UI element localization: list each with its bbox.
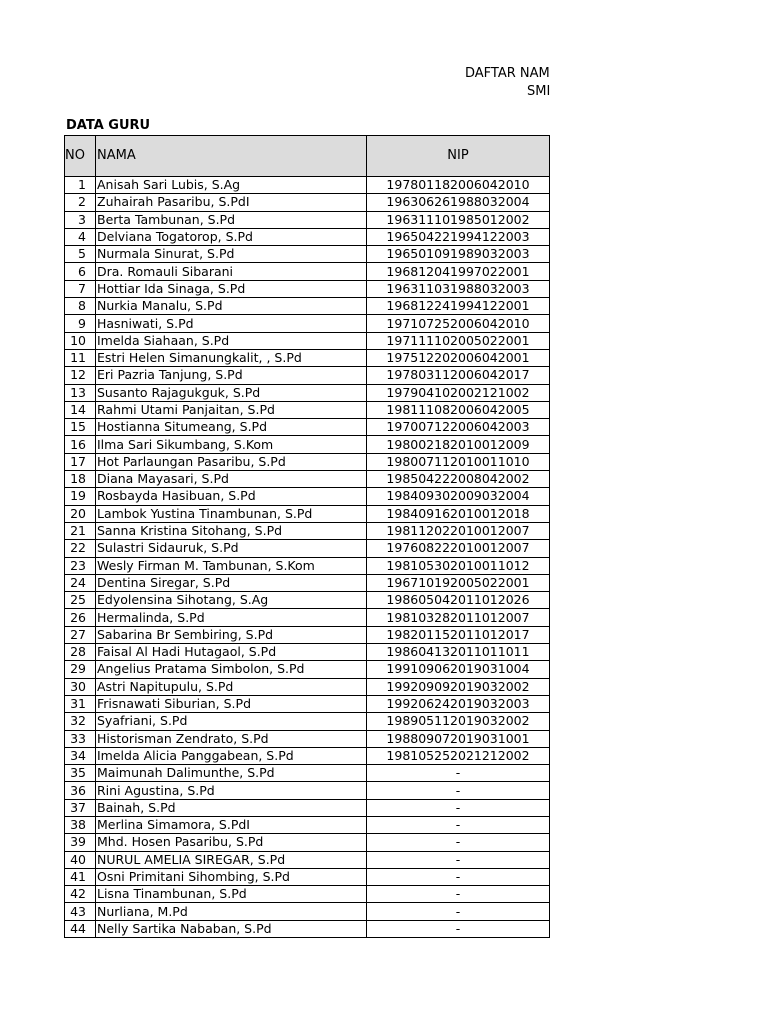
table-header-row <box>65 136 550 177</box>
teacher-nip: 197007122006042003 <box>367 419 550 436</box>
table-row <box>65 194 550 211</box>
row-number: 34 <box>65 747 96 764</box>
teacher-name: Merlina Simamora, S.PdI <box>96 816 367 833</box>
teacher-name: Syafriani, S.Pd <box>96 713 367 730</box>
table-row <box>65 263 550 280</box>
teacher-name: Nurkia Manalu, S.Pd <box>96 298 367 315</box>
table-row <box>65 228 550 245</box>
row-number: 26 <box>65 609 96 626</box>
table-row <box>65 851 550 868</box>
column-header-nama: NAMA <box>96 136 367 177</box>
table-row <box>65 332 550 349</box>
table-row <box>65 298 550 315</box>
row-number: 24 <box>65 574 96 591</box>
column-header-nip: NIP <box>367 136 550 177</box>
table-row <box>65 782 550 799</box>
page-crop-area <box>550 0 768 1024</box>
row-number: 3 <box>65 211 96 228</box>
table-row <box>65 661 550 678</box>
row-number: 12 <box>65 367 96 384</box>
teacher-table <box>64 135 550 938</box>
teacher-name: Frisnawati Siburian, S.Pd <box>96 695 367 712</box>
row-number: 29 <box>65 661 96 678</box>
teacher-name: Hostianna Situmeang, S.Pd <box>96 419 367 436</box>
teacher-name: Ilma Sari Sikumbang, S.Kom <box>96 436 367 453</box>
teacher-name: Hottiar Ida Sinaga, S.Pd <box>96 280 367 297</box>
row-number: 38 <box>65 816 96 833</box>
teacher-nip: 198409162010012018 <box>367 505 550 522</box>
table-row <box>65 471 550 488</box>
table-row <box>65 609 550 626</box>
table-row <box>65 765 550 782</box>
row-number: 44 <box>65 920 96 937</box>
row-number: 42 <box>65 886 96 903</box>
teacher-name: Hot Parlaungan Pasaribu, S.Pd <box>96 453 367 470</box>
row-number: 41 <box>65 868 96 885</box>
row-number: 20 <box>65 505 96 522</box>
teacher-name: Sulastri Sidauruk, S.Pd <box>96 540 367 557</box>
teacher-name: Dentina Siregar, S.Pd <box>96 574 367 591</box>
teacher-name: Dra. Romauli Sibarani <box>96 263 367 280</box>
document-title: DAFTAR NAM <box>465 66 550 81</box>
table-row <box>65 453 550 470</box>
table-row <box>65 349 550 366</box>
teacher-name: Hermalinda, S.Pd <box>96 609 367 626</box>
row-number: 7 <box>65 280 96 297</box>
teacher-name: Nurliana, M.Pd <box>96 903 367 920</box>
table-row <box>65 522 550 539</box>
teacher-nip: 198905112019032002 <box>367 713 550 730</box>
teacher-nip: 198201152011012017 <box>367 626 550 643</box>
teacher-nip: 196311031988032003 <box>367 280 550 297</box>
table-row <box>65 799 550 816</box>
table-row <box>65 816 550 833</box>
teacher-nip: 197111102005022001 <box>367 332 550 349</box>
teacher-nip: - <box>367 886 550 903</box>
table-row <box>65 747 550 764</box>
row-number: 19 <box>65 488 96 505</box>
row-number: 32 <box>65 713 96 730</box>
teacher-nip: 196812041997022001 <box>367 263 550 280</box>
teacher-nip: 197801182006042010 <box>367 177 550 194</box>
row-number: 16 <box>65 436 96 453</box>
teacher-name: Berta Tambunan, S.Pd <box>96 211 367 228</box>
teacher-name: Sabarina Br Sembiring, S.Pd <box>96 626 367 643</box>
teacher-name: Zuhairah Pasaribu, S.PdI <box>96 194 367 211</box>
row-number: 4 <box>65 228 96 245</box>
table-row <box>65 280 550 297</box>
teacher-nip: 196311101985012002 <box>367 211 550 228</box>
teacher-name: Estri Helen Simanungkalit, , S.Pd <box>96 349 367 366</box>
teacher-name: Historisman Zendrato, S.Pd <box>96 730 367 747</box>
teacher-name: Eri Pazria Tanjung, S.Pd <box>96 367 367 384</box>
teacher-nip: 197803112006042017 <box>367 367 550 384</box>
teacher-nip: 198409302009032004 <box>367 488 550 505</box>
row-number: 37 <box>65 799 96 816</box>
row-number: 9 <box>65 315 96 332</box>
teacher-nip: 197107252006042010 <box>367 315 550 332</box>
teacher-nip: - <box>367 782 550 799</box>
row-number: 13 <box>65 384 96 401</box>
row-number: 1 <box>65 177 96 194</box>
table-row <box>65 626 550 643</box>
table-row <box>65 367 550 384</box>
table-row <box>65 436 550 453</box>
column-header-no: NO <box>65 136 96 177</box>
teacher-name: Susanto Rajagukguk, S.Pd <box>96 384 367 401</box>
teacher-nip: 196710192005022001 <box>367 574 550 591</box>
teacher-nip: 198112022010012007 <box>367 522 550 539</box>
teacher-name: Maimunah Dalimunthe, S.Pd <box>96 765 367 782</box>
row-number: 5 <box>65 246 96 263</box>
teacher-name: Angelius Pratama Simbolon, S.Pd <box>96 661 367 678</box>
row-number: 2 <box>65 194 96 211</box>
table-row <box>65 177 550 194</box>
teacher-nip: 197608222010012007 <box>367 540 550 557</box>
row-number: 11 <box>65 349 96 366</box>
table-row <box>65 695 550 712</box>
table-row <box>65 592 550 609</box>
document-subtitle: SMI <box>527 84 551 99</box>
row-number: 30 <box>65 678 96 695</box>
teacher-nip: 196501091989032003 <box>367 246 550 263</box>
table-row <box>65 678 550 695</box>
table-row <box>65 211 550 228</box>
row-number: 36 <box>65 782 96 799</box>
teacher-nip: 198105252021212002 <box>367 747 550 764</box>
row-number: 21 <box>65 522 96 539</box>
teacher-nip: - <box>367 903 550 920</box>
table-row <box>65 868 550 885</box>
teacher-name: Diana Mayasari, S.Pd <box>96 471 367 488</box>
table-row <box>65 488 550 505</box>
teacher-nip: - <box>367 834 550 851</box>
teacher-nip: 199209092019032002 <box>367 678 550 695</box>
table-row <box>65 419 550 436</box>
teacher-name: Lisna Tinambunan, S.Pd <box>96 886 367 903</box>
teacher-name: Rahmi Utami Panjaitan, S.Pd <box>96 401 367 418</box>
teacher-nip: - <box>367 868 550 885</box>
row-number: 17 <box>65 453 96 470</box>
row-number: 10 <box>65 332 96 349</box>
teacher-nip: 198809072019031001 <box>367 730 550 747</box>
table-row <box>65 903 550 920</box>
teacher-nip: - <box>367 799 550 816</box>
table-row <box>65 920 550 937</box>
row-number: 33 <box>65 730 96 747</box>
teacher-name: Rini Agustina, S.Pd <box>96 782 367 799</box>
teacher-name: Mhd. Hosen Pasaribu, S.Pd <box>96 834 367 851</box>
teacher-nip: - <box>367 816 550 833</box>
row-number: 8 <box>65 298 96 315</box>
table-row <box>65 505 550 522</box>
row-number: 6 <box>65 263 96 280</box>
row-number: 35 <box>65 765 96 782</box>
teacher-nip: 198504222008042002 <box>367 471 550 488</box>
teacher-nip: 199109062019031004 <box>367 661 550 678</box>
teacher-name: Wesly Firman M. Tambunan, S.Kom <box>96 557 367 574</box>
teacher-name: Sanna Kristina Sitohang, S.Pd <box>96 522 367 539</box>
row-number: 14 <box>65 401 96 418</box>
table-row <box>65 557 550 574</box>
teacher-nip: 197904102002121002 <box>367 384 550 401</box>
teacher-nip: 199206242019032003 <box>367 695 550 712</box>
teacher-name: Imelda Siahaan, S.Pd <box>96 332 367 349</box>
table-row <box>65 540 550 557</box>
row-number: 18 <box>65 471 96 488</box>
table-row <box>65 730 550 747</box>
row-number: 27 <box>65 626 96 643</box>
teacher-name: Hasniwati, S.Pd <box>96 315 367 332</box>
teacher-nip: 198103282011012007 <box>367 609 550 626</box>
table-row <box>65 384 550 401</box>
teacher-name: Delviana Togatorop, S.Pd <box>96 228 367 245</box>
table-row <box>65 713 550 730</box>
teacher-name: Nelly Sartika Nababan, S.Pd <box>96 920 367 937</box>
teacher-nip: 198604132011011011 <box>367 644 550 661</box>
teacher-nip: 198111082006042005 <box>367 401 550 418</box>
row-number: 43 <box>65 903 96 920</box>
teacher-name: Osni Primitani Sihombing, S.Pd <box>96 868 367 885</box>
table-row <box>65 644 550 661</box>
row-number: 22 <box>65 540 96 557</box>
table-body <box>65 177 550 938</box>
teacher-name: Bainah, S.Pd <box>96 799 367 816</box>
row-number: 39 <box>65 834 96 851</box>
section-label: DATA GURU <box>66 118 151 133</box>
teacher-name: Lambok Yustina Tinambunan, S.Pd <box>96 505 367 522</box>
teacher-nip: 198105302010011012 <box>367 557 550 574</box>
table-row <box>65 886 550 903</box>
teacher-name: Imelda Alicia Panggabean, S.Pd <box>96 747 367 764</box>
teacher-nip: 198007112010011010 <box>367 453 550 470</box>
table-row <box>65 574 550 591</box>
teacher-nip: 196504221994122003 <box>367 228 550 245</box>
teacher-nip: - <box>367 851 550 868</box>
teacher-name: Faisal Al Hadi Hutagaol, S.Pd <box>96 644 367 661</box>
table-row <box>65 834 550 851</box>
teacher-name: Edyolensina Sihotang, S.Ag <box>96 592 367 609</box>
teacher-name: Rosbayda Hasibuan, S.Pd <box>96 488 367 505</box>
row-number: 40 <box>65 851 96 868</box>
row-number: 15 <box>65 419 96 436</box>
teacher-nip: 196812241994122001 <box>367 298 550 315</box>
row-number: 28 <box>65 644 96 661</box>
teacher-name: Anisah Sari Lubis, S.Ag <box>96 177 367 194</box>
teacher-name: Nurmala Sinurat, S.Pd <box>96 246 367 263</box>
table-row <box>65 401 550 418</box>
teacher-name: NURUL AMELIA SIREGAR, S.Pd <box>96 851 367 868</box>
table-row <box>65 315 550 332</box>
row-number: 31 <box>65 695 96 712</box>
teacher-nip: 196306261988032004 <box>367 194 550 211</box>
teacher-nip: 198605042011012026 <box>367 592 550 609</box>
teacher-nip: - <box>367 920 550 937</box>
teacher-nip: - <box>367 765 550 782</box>
row-number: 25 <box>65 592 96 609</box>
teacher-nip: 197512202006042001 <box>367 349 550 366</box>
teacher-name: Astri Napitupulu, S.Pd <box>96 678 367 695</box>
row-number: 23 <box>65 557 96 574</box>
table-row <box>65 246 550 263</box>
teacher-nip: 198002182010012009 <box>367 436 550 453</box>
